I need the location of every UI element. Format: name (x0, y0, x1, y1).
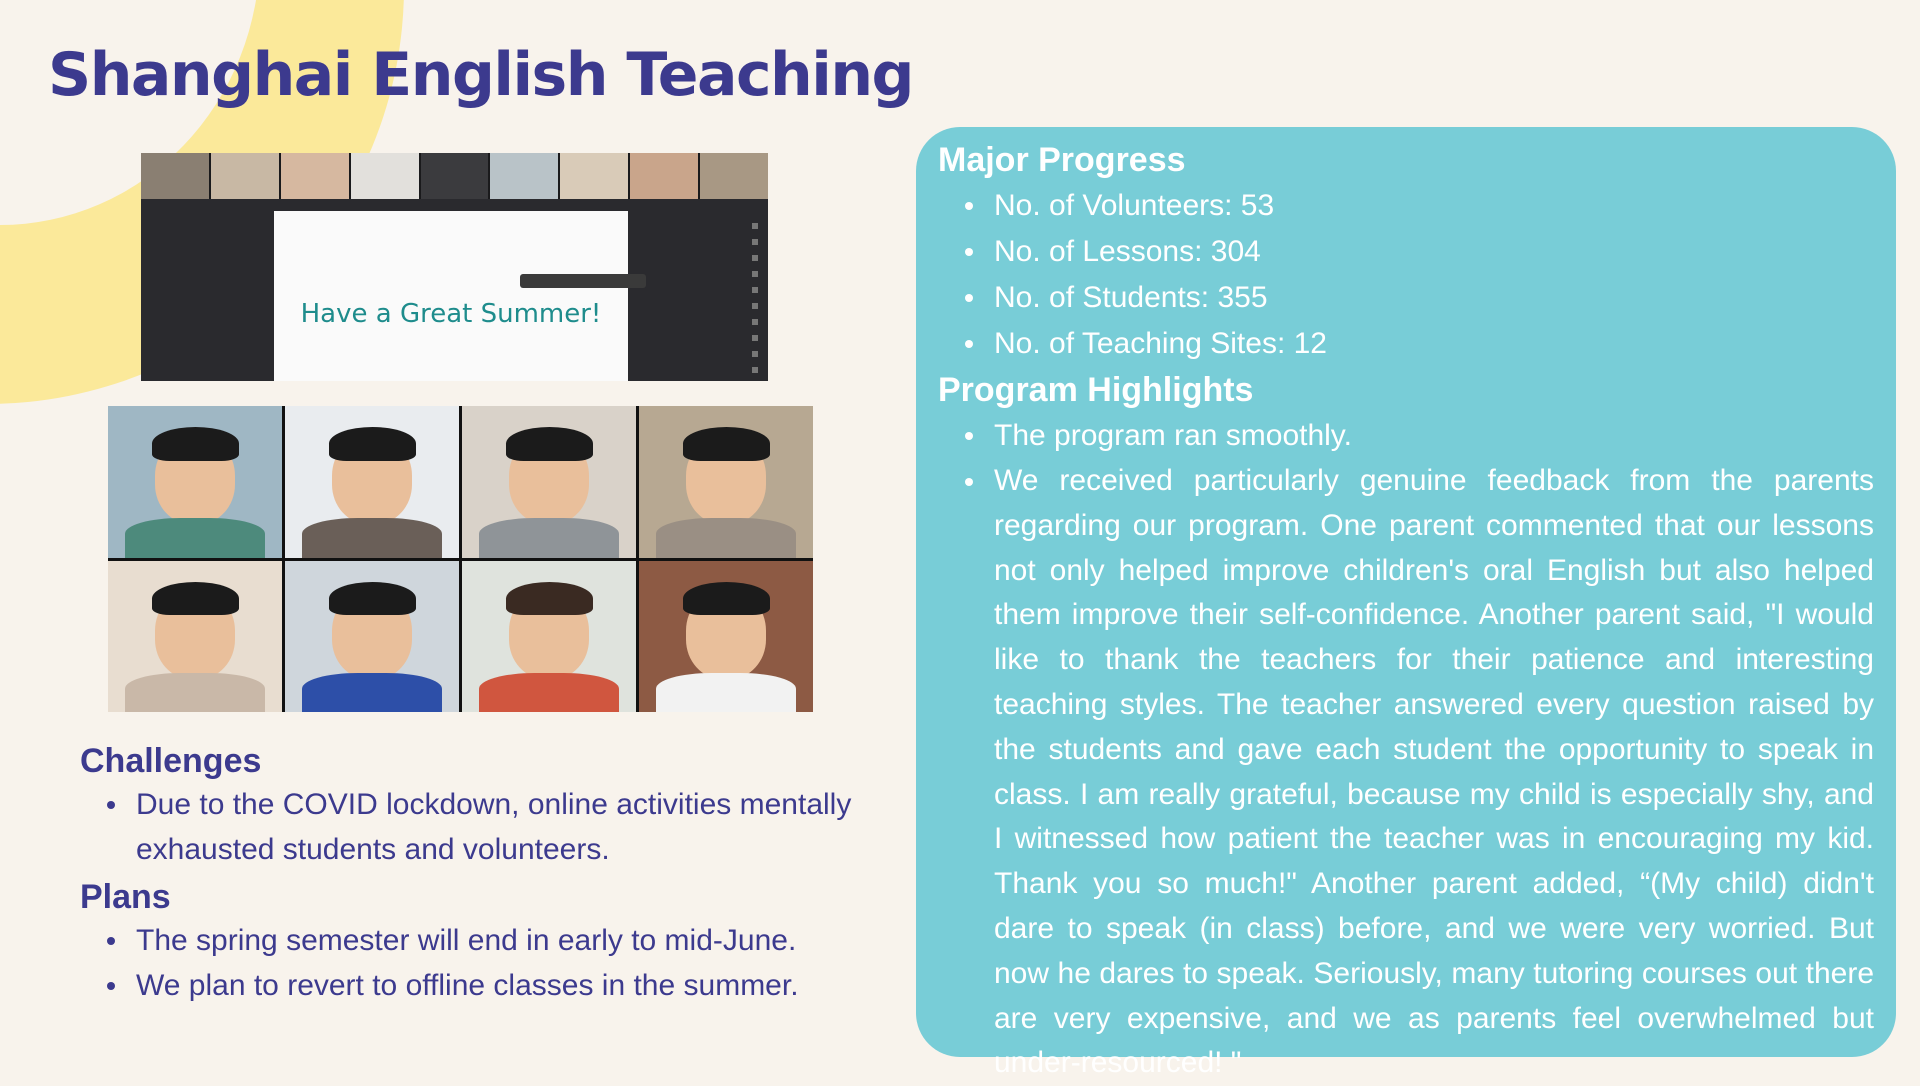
progress-item-students: No. of Students: 355 (938, 275, 1874, 321)
plans-item: The spring semester will end in early to mid-June. (80, 918, 880, 963)
video-thumbnail (630, 153, 698, 199)
student-video-tile (462, 406, 636, 558)
video-thumbnail (490, 153, 558, 199)
highlight-item: The program ran smoothly. (938, 413, 1874, 459)
student-video-tile (639, 406, 813, 558)
video-thumbnail (211, 153, 279, 199)
student-video-tile (285, 561, 459, 713)
major-progress-heading: Major Progress (938, 141, 1186, 179)
progress-panel (916, 127, 1896, 1080)
challenges-list (80, 782, 880, 872)
video-thumbnail (281, 153, 349, 199)
plans-heading: Plans (80, 878, 171, 916)
major-progress-list (938, 183, 1874, 367)
video-thumbnail (421, 153, 489, 199)
video-thumbnail (141, 153, 209, 199)
student-video-tile (108, 561, 282, 713)
challenges-item: Due to the COVID lockdown, online activities mentally exhausted students and volunteers. (80, 782, 880, 872)
video-thumbnail-strip (141, 153, 768, 199)
teacher-video-tile (462, 561, 636, 713)
annotation-toolbar (752, 223, 758, 373)
challenges-heading: Challenges (80, 742, 262, 780)
page-title: Shanghai English Teaching (48, 40, 913, 110)
student-video-tile (639, 561, 813, 713)
progress-item-sites: No. of Teaching Sites: 12 (938, 321, 1874, 367)
student-video-tile (108, 406, 282, 558)
program-highlights-list (938, 413, 1874, 1086)
slide-text: Have a Great Summer! (300, 299, 602, 329)
plans-item: We plan to revert to offline classes in the summer. (80, 963, 880, 1008)
online-class-screenshot-gallery (108, 406, 813, 712)
program-highlights-heading: Program Highlights (938, 371, 1254, 409)
student-video-tile (285, 406, 459, 558)
shared-slide (274, 211, 628, 381)
notification-toast (520, 274, 646, 288)
video-thumbnail (560, 153, 628, 199)
progress-item-lessons: No. of Lessons: 304 (938, 229, 1874, 275)
video-thumbnail (700, 153, 768, 199)
plans-list (80, 918, 880, 1008)
online-class-screenshot-slide (141, 153, 768, 381)
progress-item-volunteers: No. of Volunteers: 53 (938, 183, 1874, 229)
left-text-section (80, 740, 880, 1012)
highlight-parent-feedback: We received particularly genuine feedback from the parents regarding our program. One parent commented that our lessons not only helped improve children's oral English but also helped them improve their self-confidence. Another parent said, "I would like to thank the teachers for their patience and interesting teaching styles. The teacher answered every question raised by the students and gave each student the opportunity to speak in class. I am really grateful, because my child is especially shy, and I witnessed how patient the teacher was in encouraging my kid. Thank you so much!" Another parent added, “(My child) didn't dare to speak (in class) before, and we were very worried. But now he dares to speak. Seriously, many tutoring courses out there are very expensive, and we as parents feel overwhelmed but under-resourced! " (938, 459, 1874, 1086)
video-thumbnail (351, 153, 419, 199)
